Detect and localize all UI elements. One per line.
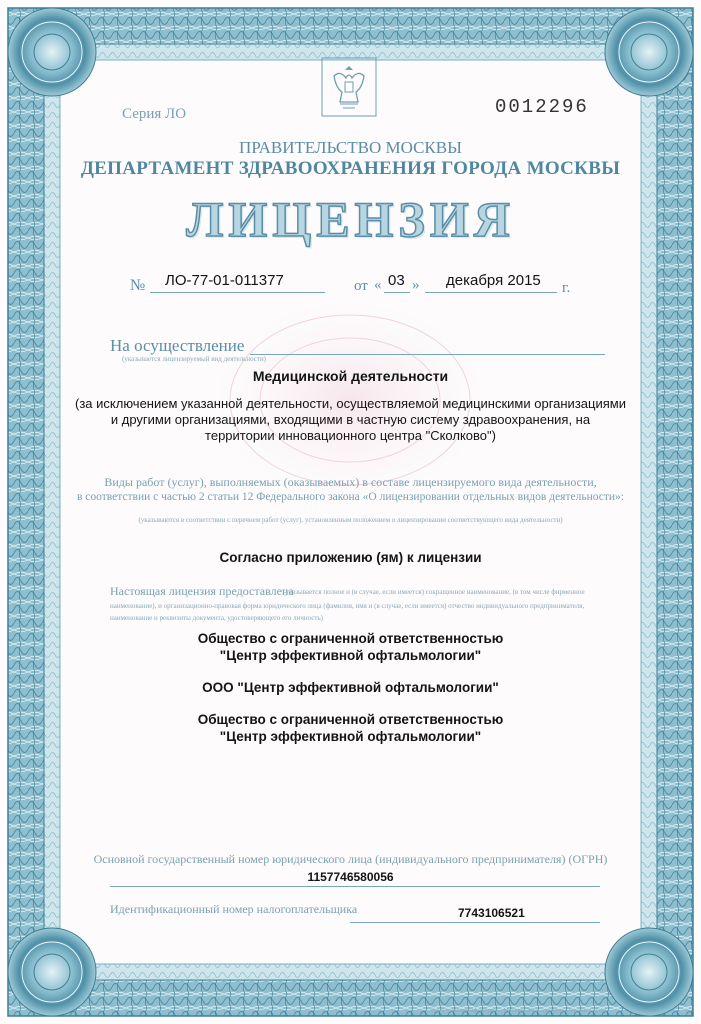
works-value: Согласно приложению (ям) к лицензии xyxy=(219,550,482,565)
year-suffix: г. xyxy=(562,280,571,296)
activity-note: (указывается лицензируемый вид деятельности) xyxy=(122,355,267,363)
licensee-label: Настоящая лицензия предоставлена xyxy=(110,584,294,598)
activity-details-1: (за исключением указанной деятельности, осуществляемой медицинскими организациями xyxy=(75,396,626,411)
works-line-2: в соответствии с частью 2 статьи 12 Федерального закона «О лицензировании отдельных видов деятельности»: xyxy=(76,491,624,503)
licensee-short-name: ООО "Центр эффективной офтальмологии" xyxy=(202,680,499,695)
government-title: ПРАВИТЕЛЬСТВО МОСКВЫ xyxy=(239,138,462,157)
date-from-label: от xyxy=(354,278,368,294)
licensee-firm-name-2: "Центр эффективной офтальмологии" xyxy=(219,729,482,744)
activity-title: Медицинской деятельности xyxy=(252,368,449,384)
department-title: ДЕПАРТАМЕНТ ЗДРАВООХРАНЕНИЯ ГОРОДА МОСКВЫ xyxy=(80,158,621,179)
works-note: (указываются в соответствии с перечнем работ (услуг), установленным положением о лицензировании соответствующего вида деятельности) xyxy=(138,516,563,524)
licensee-full-name-2: "Центр эффективной офтальмологии" xyxy=(219,648,482,663)
activity-label: На осуществление xyxy=(110,336,245,355)
printer-imprint: © ЗАО «Полиграф-защита», Москва, 2012, «уровень «Б», зак. 131-12 xyxy=(430,1008,607,1014)
licensee-firm-name-1: Общество с ограниченной ответственностью xyxy=(197,712,504,727)
license-month-year: декабря 2015 xyxy=(446,272,541,289)
quote-close: » xyxy=(412,277,420,293)
quote-open: « xyxy=(374,277,382,293)
licensee-note-1: (указывается полное и (в случае, если имеется) сокращенное наименование, (в том числе фирменное xyxy=(283,588,585,596)
activity-details-3: территории инновационного центра "Сколково") xyxy=(205,428,496,443)
ogrn-label: Основной государственный номер юридического лица (индивидуального предпринимателя) (ОГРН) xyxy=(93,852,608,866)
coat-of-arms-icon xyxy=(320,56,378,118)
works-line-1: Виды работ (услуг), выполняемых (оказываемых) в составе лицензируемого вида деятельности, xyxy=(104,475,597,489)
serial-number: 0012296 xyxy=(495,96,589,118)
inn-value: 7743106521 xyxy=(458,906,525,920)
license-day: 03 xyxy=(388,272,405,289)
licensee-full-name-1: Общество с ограниченной ответственностью xyxy=(197,631,504,646)
licensee-note-2: наименование), и организационно-правовая форма юридического лица (фамилия, имя и (в случае, если имеется) отчество индивидуального предпринимателя, xyxy=(110,602,585,610)
activity-details-2: и другими организациями, входящими в частную систему здравоохранения, на xyxy=(110,412,591,427)
document-title: ЛИЦЕНЗИЯ xyxy=(186,191,515,247)
number-prefix: № xyxy=(130,277,146,294)
ogrn-value: 1157746580056 xyxy=(307,870,394,884)
series-label: Серия ЛО xyxy=(122,106,187,122)
licensee-note-3: наименование и реквизиты документа, удостоверяющего его личность) xyxy=(110,614,323,622)
license-number: ЛО-77-01-011377 xyxy=(165,272,284,289)
inn-label: Идентификационный номер налогоплательщика xyxy=(110,902,358,916)
